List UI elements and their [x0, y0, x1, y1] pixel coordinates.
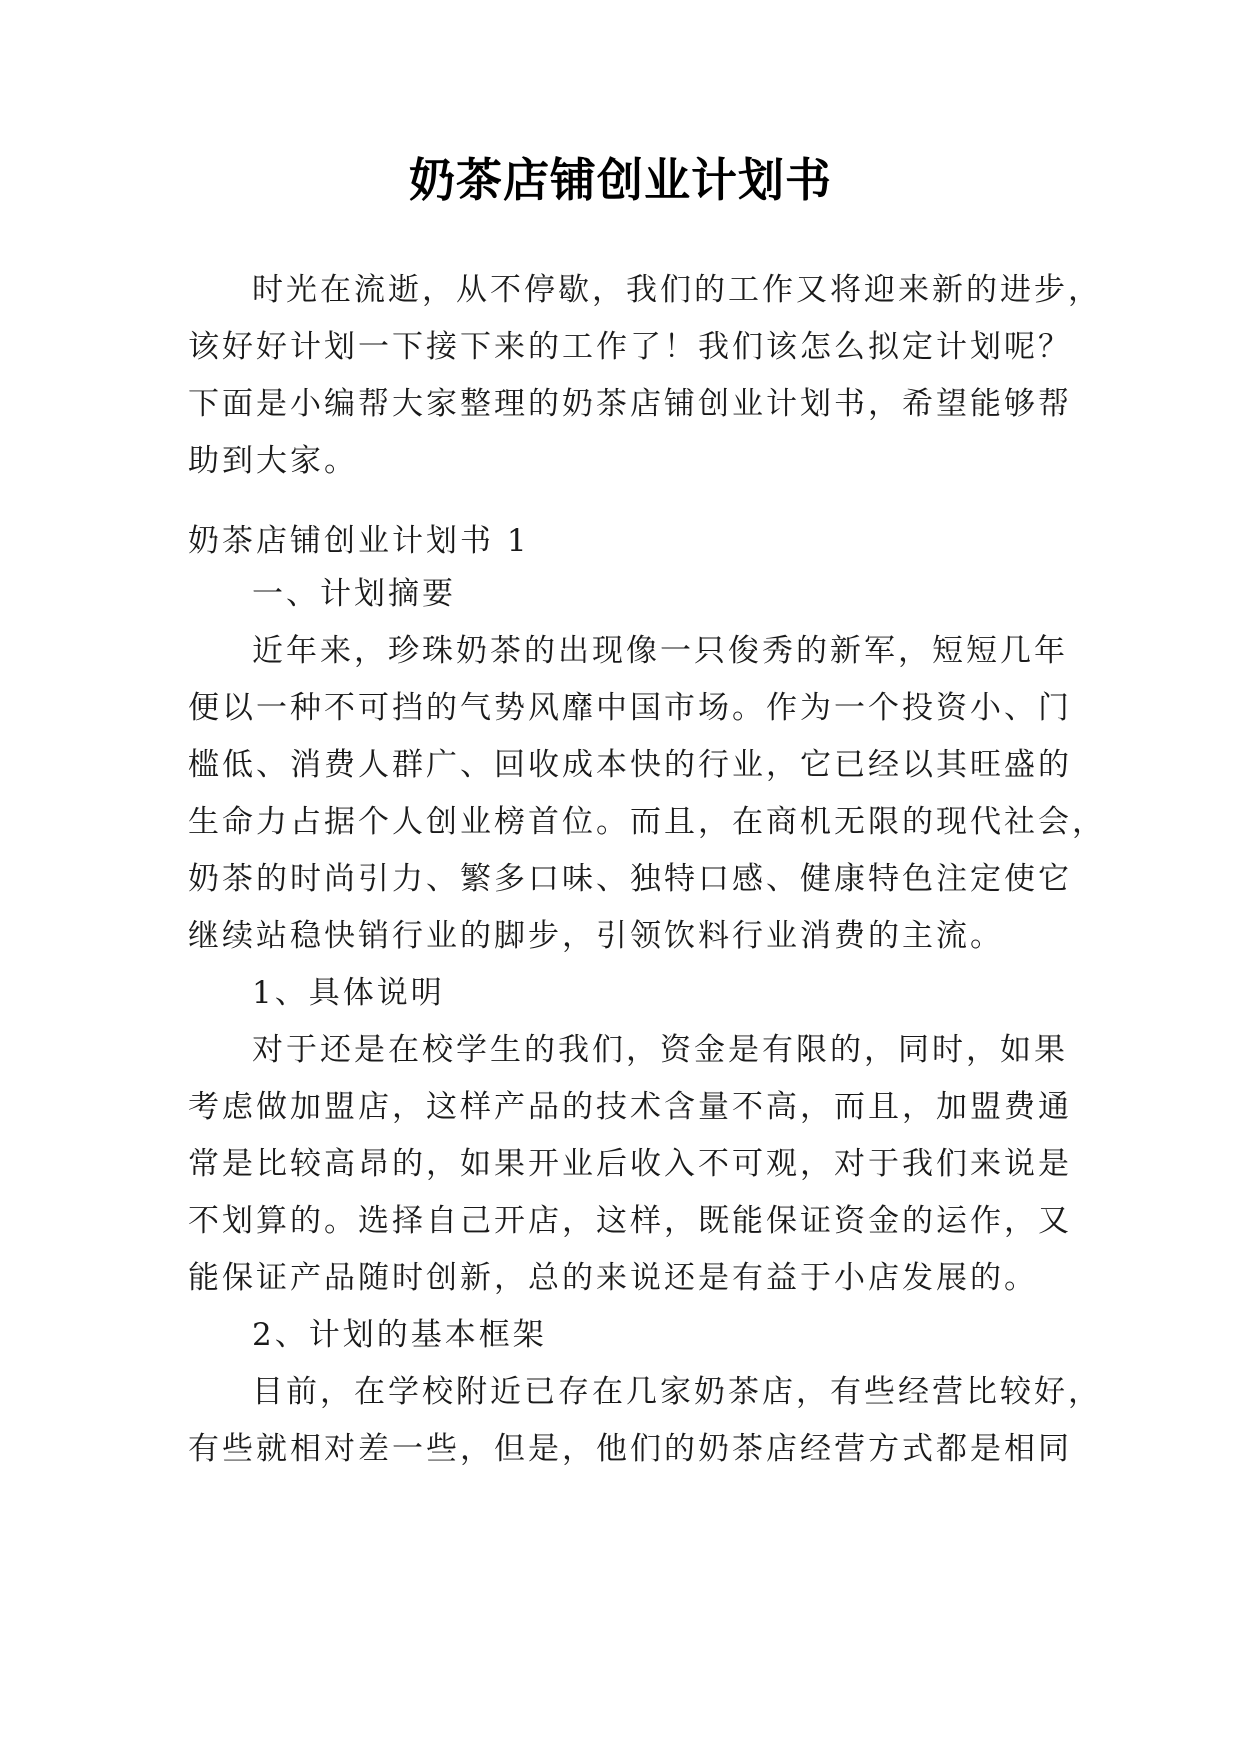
- paragraph-line: 便以一种不可挡的气势风靡中国市场。作为一个投资小、门: [188, 690, 1072, 726]
- section-title: 奶茶店铺创业计划书 1: [188, 523, 530, 559]
- heading-summary: 一、计划摘要: [252, 576, 456, 612]
- heading-details: 1、具体说明: [252, 975, 445, 1011]
- intro-paragraph: [188, 262, 1102, 490]
- section-summary: [188, 566, 1106, 965]
- document-title: 奶茶店铺创业计划书: [409, 153, 832, 207]
- paragraph-line: 目前，在学校附近已存在几家奶茶店，有些经营比较好，: [252, 1374, 1102, 1410]
- paragraph-line: 有些就相对差一些，但是，他们的奶茶店经营方式都是相同: [188, 1431, 1072, 1467]
- paragraph-line: 下面是小编帮大家整理的奶茶店铺创业计划书，希望能够帮: [188, 386, 1072, 422]
- paragraph-line: 助到大家。: [188, 443, 358, 479]
- paragraph-line: 近年来，珍珠奶茶的出现像一只俊秀的新军，短短几年: [252, 633, 1068, 669]
- paragraph-line: 奶茶的时尚引力、繁多口味、独特口感、健康特色注定使它: [188, 861, 1072, 897]
- paragraph-line: 该好好计划一下接下来的工作了！我们该怎么拟定计划呢？: [188, 329, 1072, 365]
- paragraph-line: 不划算的。选择自己开店，这样，既能保证资金的运作，又: [188, 1203, 1072, 1239]
- paragraph-line: 常是比较高昂的，如果开业后收入不可观，对于我们来说是: [188, 1146, 1072, 1182]
- section-details: [188, 965, 1072, 1307]
- paragraph-line: 继续站稳快销行业的脚步，引领饮料行业消费的主流。: [188, 918, 1004, 954]
- section-framework: [188, 1307, 1102, 1478]
- paragraph-line: 槛低、消费人群广、回收成本快的行业，它已经以其旺盛的: [188, 747, 1072, 783]
- paragraph-line: 考虑做加盟店，这样产品的技术含量不高，而且，加盟费通: [188, 1089, 1072, 1125]
- heading-framework: 2、计划的基本框架: [252, 1317, 547, 1353]
- paragraph-line: 对于还是在校学生的我们，资金是有限的，同时，如果: [252, 1032, 1068, 1068]
- section-title-block: [188, 513, 1050, 570]
- paragraph-line: 时光在流逝，从不停歇，我们的工作又将迎来新的进步，: [252, 272, 1102, 308]
- paragraph-line: 生命力占据个人创业榜首位。而且，在商机无限的现代社会，: [188, 804, 1106, 840]
- paragraph-line: 能保证产品随时创新，总的来说还是有益于小店发展的。: [188, 1260, 1038, 1296]
